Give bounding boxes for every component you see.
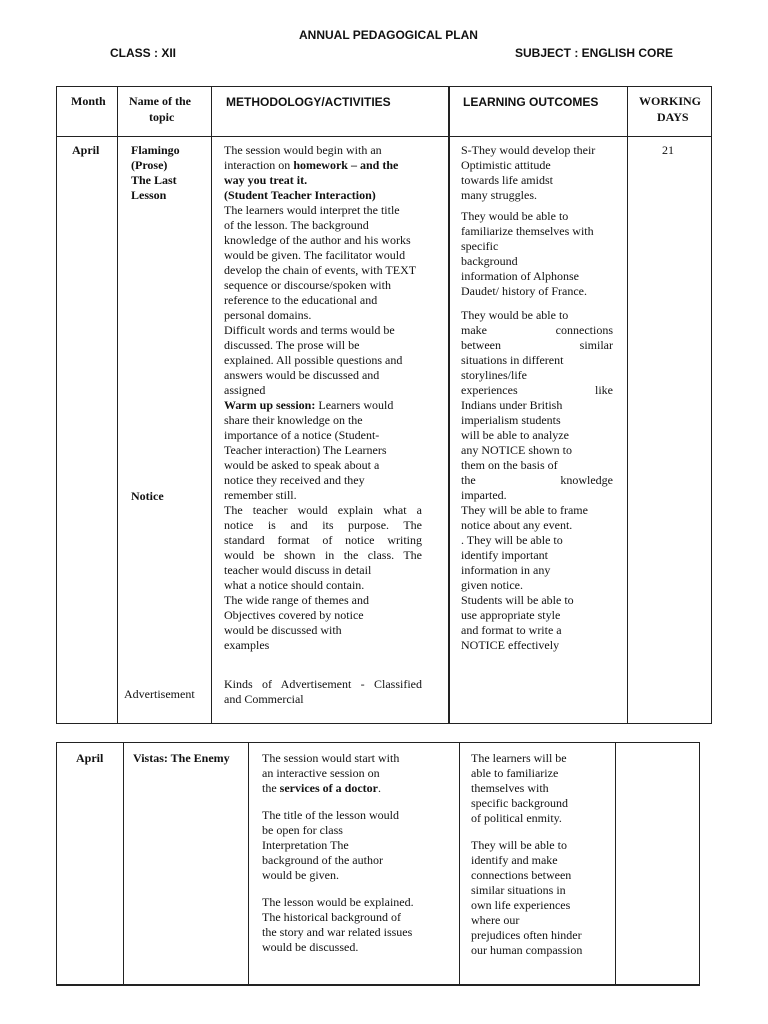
col-header-outcomes: LEARNING OUTCOMES [463, 95, 599, 109]
row2-outcomes: The learners will be able to familiarize themselves with specific background of political enmity. They will be able to identify and make connections between similar situations in own life experiences where our prejudices often hinder our human compassion [471, 751, 583, 957]
row2-month: April [76, 751, 104, 765]
row1-methodology-advertisement: Kinds of Advertisement - Classified and Commercial [224, 677, 422, 706]
row1-outcomes: S-They would develop their Optimistic attitude towards life amidst many struggles. They would be able to familiarize themselves with specific background information of Alphonse Daudet/ history of France. They would be able to make connections between similar situations in different storylines/life experiences like Indians under British imperialism students will be able to analyze any NOTICE shown to them on the basis of the knowledge imparted. They will be able to frame notice about any event. . They will be able to identify important information in any given notice. Students will be able to use appropriate style and format to write a NOTICE effectively [461, 143, 613, 652]
col-header-days-line2: DAYS [657, 110, 689, 124]
class-label: CLASS : XII [110, 46, 177, 60]
col-header-topic-line2: topic [149, 110, 175, 124]
document-title: ANNUAL PEDAGOGICAL PLAN [299, 28, 478, 42]
col-header-days-line1: WORKING [639, 94, 702, 108]
row1-topic-advertisement: Advertisement [124, 687, 195, 701]
row2-methodology: The session would start with an interactive session on the services of a doctor. The title of the lesson would be open for class Interpretation The background of the author would be given. The lesson would be explained. The historical background of the story and war related issues would be discussed. [262, 751, 414, 954]
row1-month: April [72, 143, 100, 157]
row1-topic-notice: Notice [131, 489, 164, 503]
row1-topic: Flamingo (Prose) The Last Lesson [131, 143, 180, 202]
col-header-month: Month [71, 94, 106, 108]
row1-working-days: 21 [662, 143, 674, 157]
col-header-topic-line1: Name of the [129, 94, 191, 108]
row2-topic: Vistas: The Enemy [133, 751, 230, 765]
row1-methodology: The session would begin with an interaction on homework – and the way you treat it. (Student Teacher Interaction) The learners would interpret the title of the lesson. The background knowledge of the author and his works would be given. The facilitator would develop the chain of events, with TEXT sequence or discourse/spoken with reference to the educational and personal domains. Difficult words and terms would be discussed. The prose will be explained. All possible questions and answers would be discussed and assigned Warm up session: Learners would share their knowledge on the importance of a notice (Student- Teacher interaction) The Learners would be asked to speak about a notice they received and they remember still. The teacher would explain what a notice is and its purpose. The standard format of notice writing would be shown in the class. The teacher would discuss in detail what a notice should contain. The wide range of themes and Objectives covered by notice would be discussed with examples [224, 143, 422, 652]
subject-label: SUBJECT : ENGLISH CORE [515, 46, 674, 60]
col-header-methodology: METHODOLOGY/ACTIVITIES [226, 95, 391, 109]
